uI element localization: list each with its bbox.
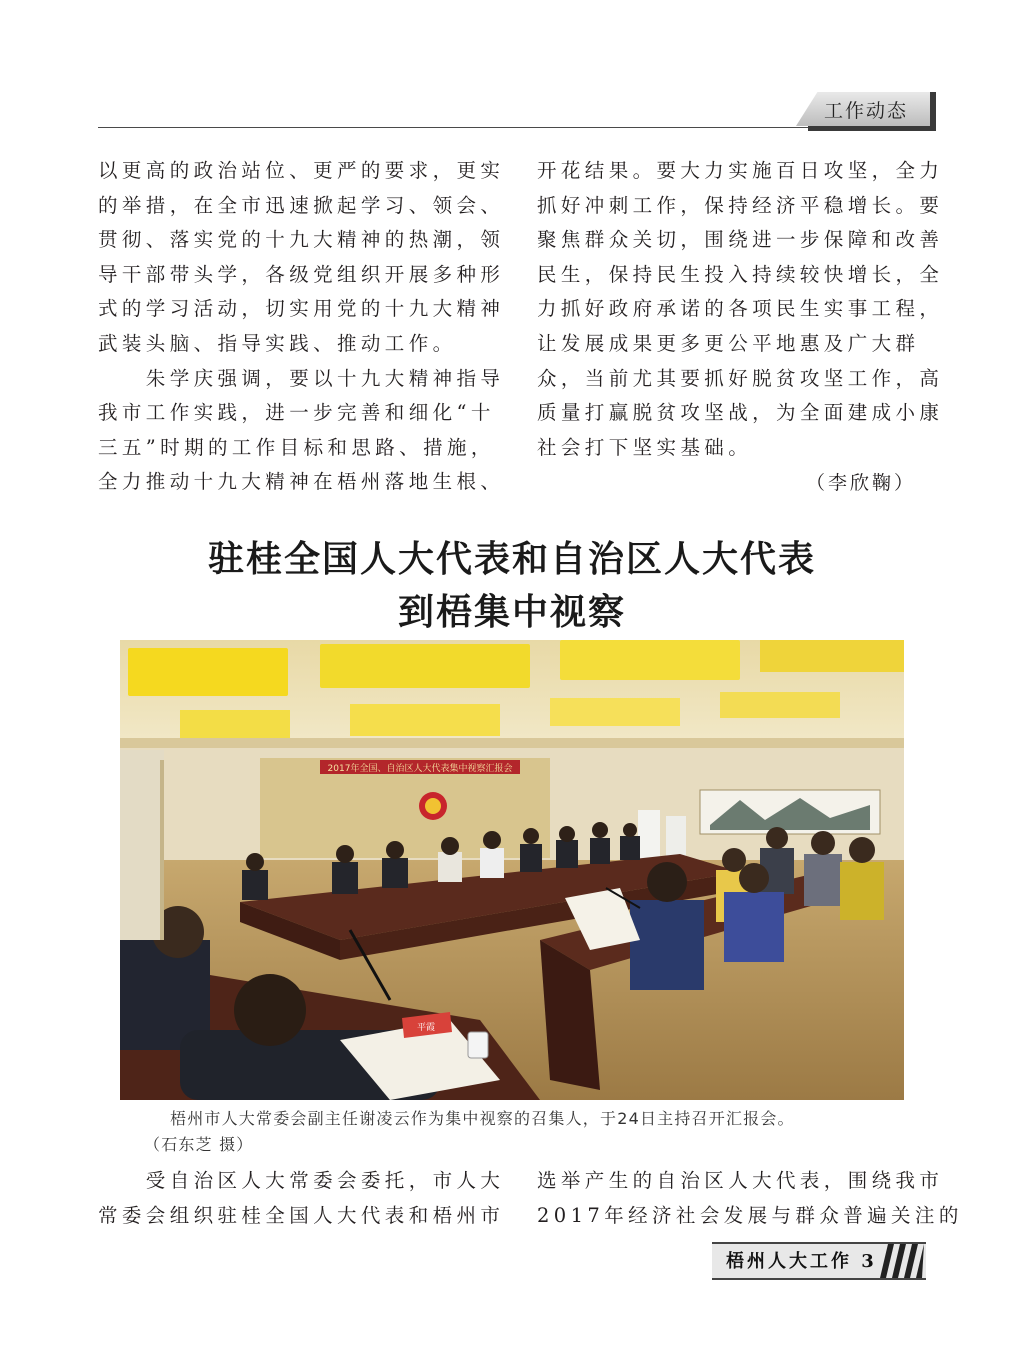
text-line: 式的学习活动，切实用党的十九大精神 <box>98 297 505 321</box>
text-line: 社会打下坚实基础。 <box>537 435 753 459</box>
page-footer <box>712 1242 926 1280</box>
text-line: 众，当前尤其要抓好脱贫攻坚工作，高 <box>537 366 944 390</box>
prev-article-column-left <box>98 154 505 500</box>
text-line: 受自治区人大常委会委托，市人大 <box>98 1169 505 1192</box>
photo-caption: 梧州市人大常委会副主任谢凌云作为集中视察的召集人，于24日主持召开汇报会。 <box>170 1109 795 1128</box>
page-number: 3 <box>861 1251 877 1272</box>
text-line: 导干部带头学，各级党组织开展多种形 <box>98 262 505 286</box>
text-line: 聚焦群众关切，围绕进一步保障和改善 <box>537 228 944 252</box>
meeting-photo-illustration <box>120 640 904 1100</box>
article-title-line-1: 驻桂全国人大代表和自治区人大代表 <box>207 538 816 580</box>
prev-article-column-right <box>537 154 944 465</box>
article-column-left <box>98 1164 504 1233</box>
text-line: 让发展成果更多更公平地惠及广大群 <box>537 331 920 355</box>
text-line: 三五”时期的工作目标和思路、措施， <box>98 435 495 459</box>
footer-stripes-decoration <box>880 1244 924 1278</box>
section-tab <box>796 92 930 126</box>
text-line: 我市工作实践，进一步完善和细化“十 <box>98 401 495 425</box>
text-line: 全力推动十九大精神在梧州落地生根、 <box>98 470 505 494</box>
text-line: 民生，保持民生投入持续较快增长，全 <box>537 262 944 286</box>
meeting-photo <box>120 640 904 1100</box>
text-line: 选举产生的自治区人大代表，围绕我市 <box>537 1169 944 1192</box>
text-line: 武装头脑、指导实践、推动工作。 <box>98 331 457 355</box>
text-line: 以更高的政治站位、更严的要求，更实 <box>98 159 505 182</box>
text-line: 常委会组织驻桂全国人大代表和梧州市 <box>98 1203 505 1227</box>
text-line: 朱学庆强调，要以十九大精神指导 <box>98 366 505 390</box>
text-line: 2017年经济社会发展与群众普遍关注的 <box>537 1203 963 1227</box>
article-title-line-2: 到梧集中视察 <box>397 591 626 633</box>
magazine-name: 梧州人大工作 3 <box>726 1251 877 1272</box>
text-line: 贯彻、落实党的十九大精神的热潮，领 <box>98 228 505 252</box>
author-byline: （李欣鞠） <box>806 472 917 494</box>
article-column-right <box>537 1164 963 1233</box>
header-rule <box>98 127 928 128</box>
banner-text: 2017年全国、自治区人大代表集中视察汇报会 <box>327 764 513 774</box>
place-card-text: 平霞 <box>416 1023 436 1033</box>
text-line: 质量打赢脱贫攻坚战，为全面建成小康 <box>537 401 944 425</box>
text-line: 力抓好政府承诺的各项民生实事工程， <box>537 297 944 321</box>
text-line: 抓好冲刺工作，保持经济平稳增长。要 <box>537 193 944 217</box>
text-line: 开花结果。要大力实施百日攻坚，全力 <box>537 159 944 182</box>
section-title: 工作动态 <box>824 100 909 122</box>
text-line: 的举措，在全市迅速掀起学习、领会、 <box>98 193 505 217</box>
photo-credit: （石东芝 摄） <box>144 1135 254 1154</box>
